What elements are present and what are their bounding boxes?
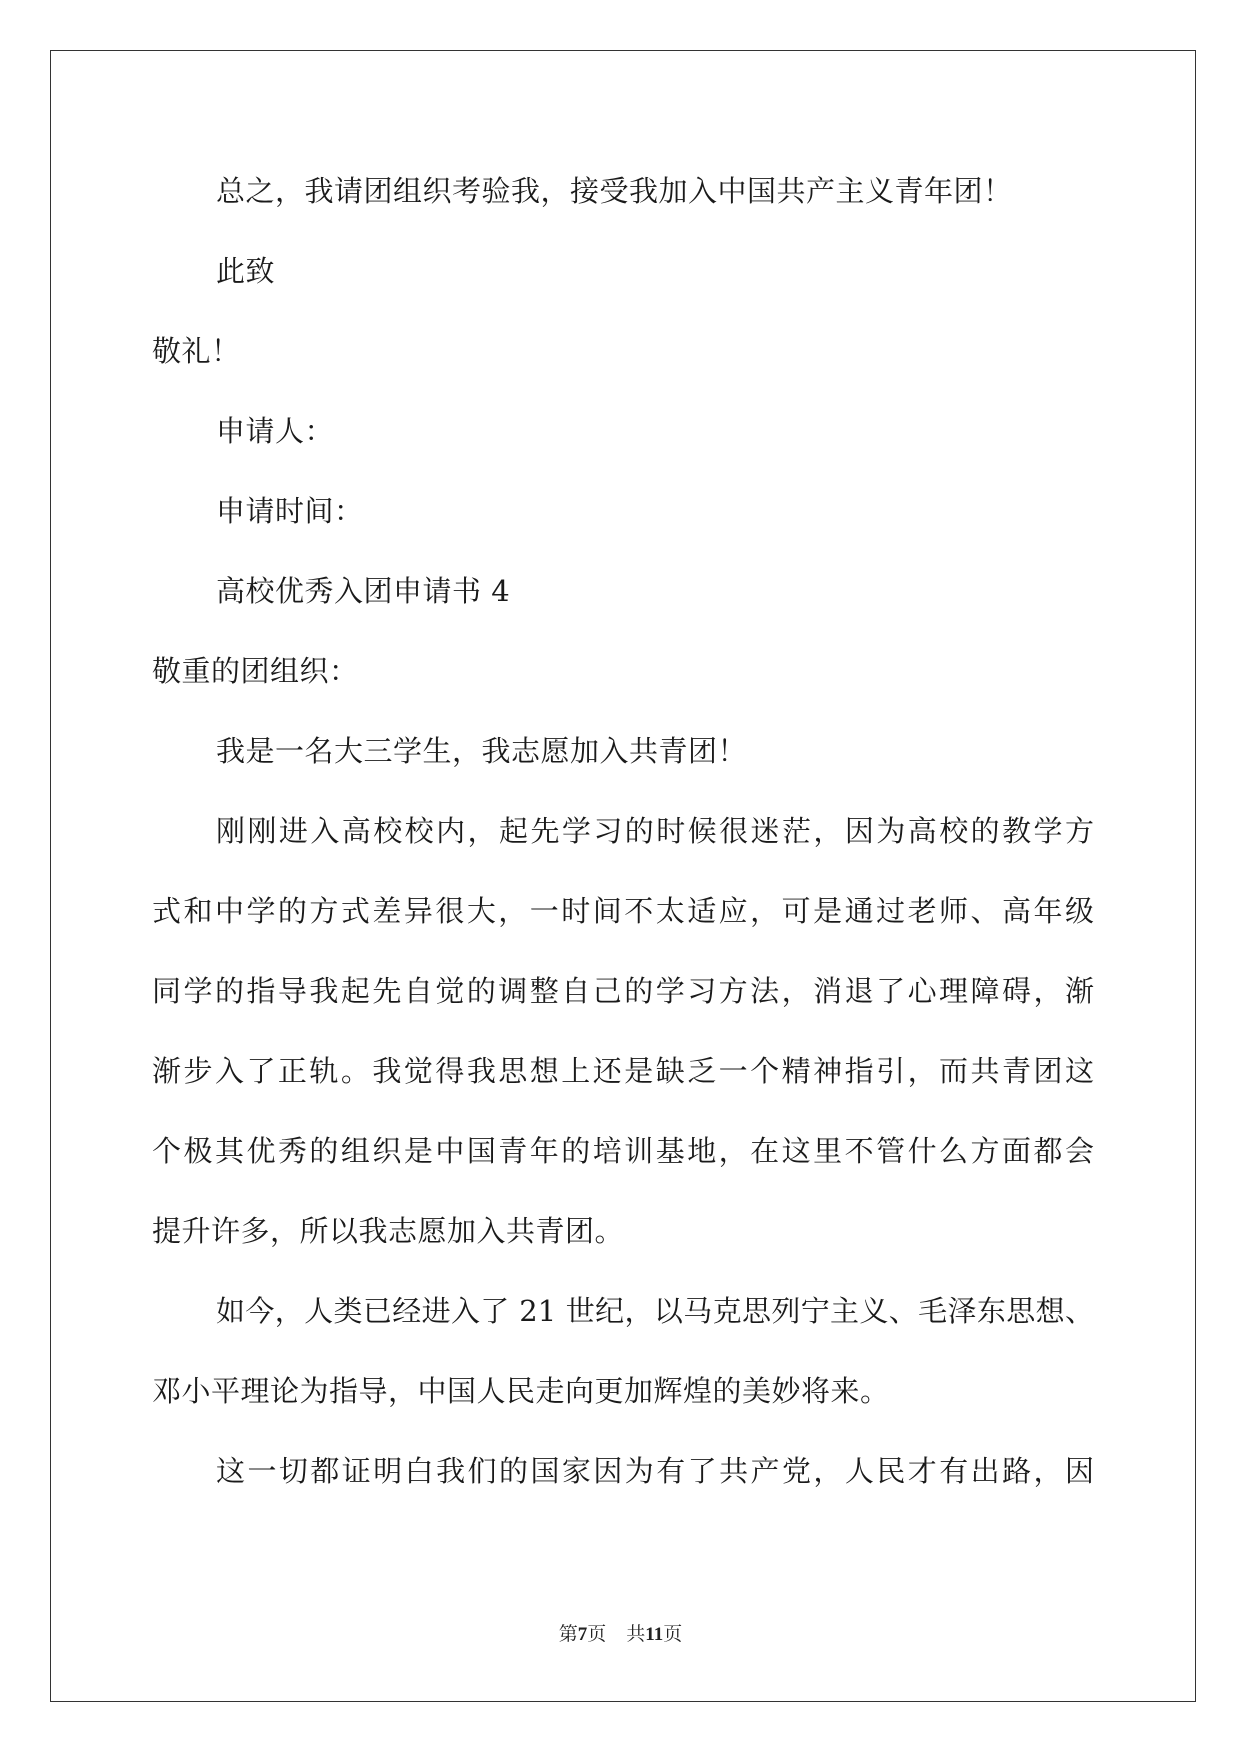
text-line: 渐步入了正轨。我觉得我思想上还是缺乏一个精神指引，而共青团这 (152, 1054, 1094, 1088)
footer-total-suffix: 页 (663, 1624, 683, 1645)
text-line: 总之，我请团组织考验我，接受我加入中国共产主义青年团！ (216, 174, 1013, 208)
footer-page-number: 7 (577, 1624, 588, 1645)
closing-respect: 敬礼！ (152, 334, 241, 368)
footer-page-prefix: 第 (558, 1624, 578, 1645)
page-footer (0, 1623, 1241, 1647)
greeting: 敬重的团组织： (152, 654, 359, 688)
text-line: 同学的指导我起先自觉的调整自己的学习方法，消退了心理障碍，渐 (152, 974, 1094, 1008)
footer-total-prefix: 共 (626, 1624, 646, 1645)
application-date-label: 申请时间： (216, 494, 364, 528)
text-line: 如今，人类已经进入了 21 世纪，以马克思列宁主义、毛泽东思想、 (216, 1294, 1094, 1328)
footer-total-pages: 11 (645, 1624, 664, 1645)
text-line: 这一切都证明白我们的国家因为有了共产党，人民才有出路，因 (216, 1454, 1094, 1488)
section-title: 高校优秀入团申请书 4 (216, 574, 511, 608)
footer-page-suffix: 页 (587, 1624, 607, 1645)
applicant-label: 申请人： (216, 414, 335, 448)
text-line: 个极其优秀的组织是中国青年的培训基地，在这里不管什么方面都会 (152, 1134, 1094, 1168)
text-line: 邓小平理论为指导，中国人民走向更加辉煌的美妙将来。 (152, 1374, 890, 1408)
closing-salutation: 此致 (216, 254, 276, 288)
text-line: 我是一名大三学生，我志愿加入共青团！ (216, 734, 748, 768)
text-line: 刚刚进入高校校内，起先学习的时候很迷茫，因为高校的教学方 (216, 814, 1094, 848)
text-line: 式和中学的方式差异很大，一时间不太适应，可是通过老师、高年级 (152, 894, 1094, 928)
text-line: 提升许多，所以我志愿加入共青团。 (152, 1214, 625, 1248)
